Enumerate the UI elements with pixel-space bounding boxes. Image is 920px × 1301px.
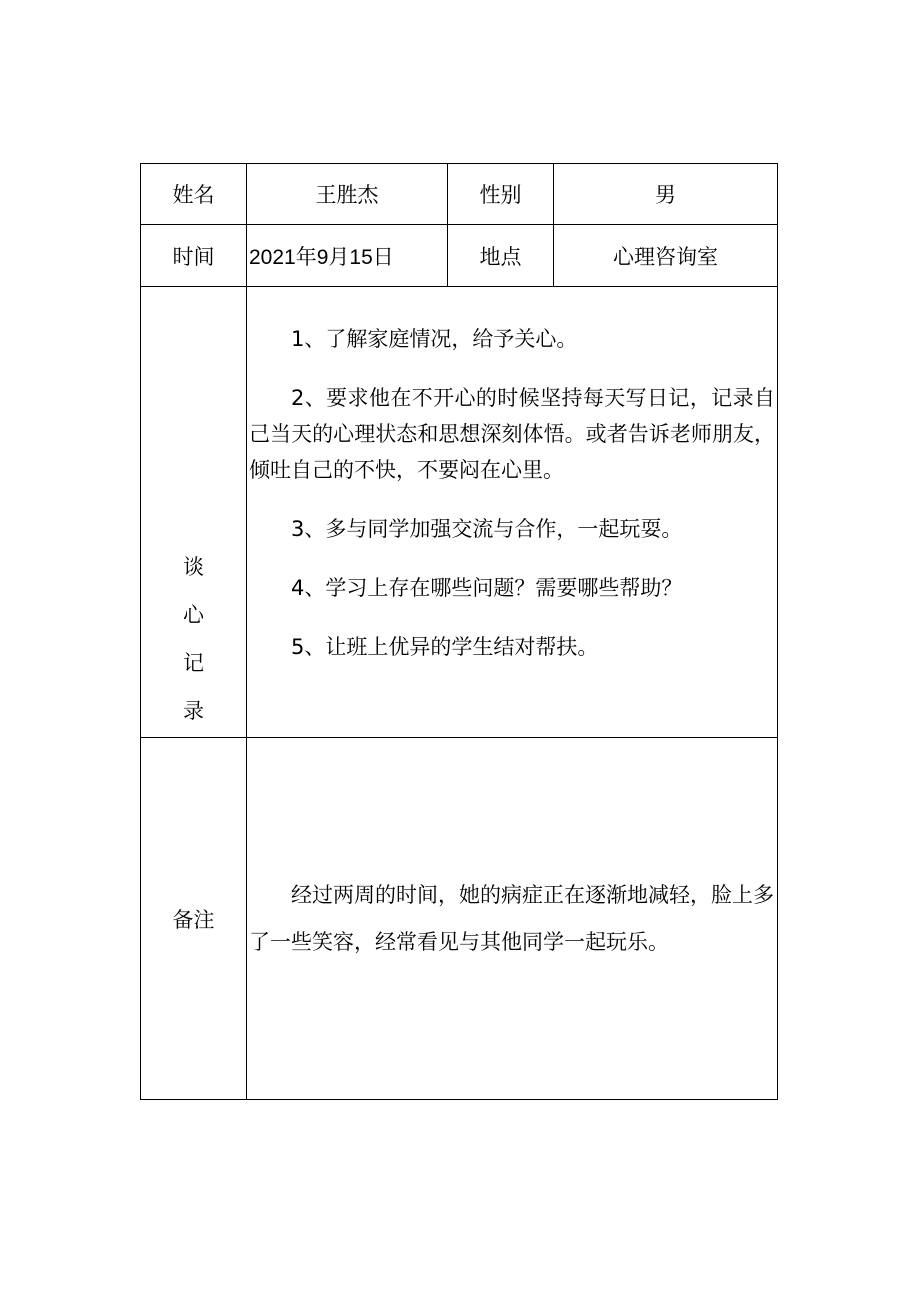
record-label-char: 记 bbox=[183, 651, 204, 675]
record-label-char: 谈 bbox=[183, 555, 204, 579]
record-label-char: 录 bbox=[183, 699, 204, 723]
talk-record-form bbox=[140, 163, 777, 1101]
record-label-vertical bbox=[141, 543, 246, 735]
time-label: 时间 bbox=[141, 225, 247, 287]
row-notes bbox=[141, 738, 778, 1100]
time-value: 2021年9月15日 bbox=[247, 225, 448, 287]
place-label: 地点 bbox=[448, 225, 554, 287]
gender-value: 男 bbox=[554, 164, 778, 225]
name-label: 姓名 bbox=[141, 164, 247, 225]
notes-label: 备注 bbox=[141, 738, 247, 1100]
notes-text: 经过两周的时间，她的病症正在逐渐地减轻，脸上多了一些笑容，经常看见与其他同学一起玩乐。 bbox=[249, 882, 774, 954]
place-value: 心理咨询室 bbox=[554, 225, 778, 287]
name-value: 王胜杰 bbox=[247, 164, 448, 225]
record-item: 2、要求他在不开心的时候坚持每天写日记，记录自己当天的心理状态和思想深刻体悟。或者告诉老师朋友，倾吐自己的不快，不要闷在心里。 bbox=[249, 386, 775, 482]
record-item: 4、学习上存在哪些问题？需要哪些帮助？ bbox=[291, 576, 683, 600]
row-name-gender bbox=[141, 164, 778, 225]
record-content bbox=[247, 287, 778, 738]
record-item: 5、让班上优异的学生结对帮扶。 bbox=[291, 635, 599, 659]
gender-label: 性别 bbox=[448, 164, 554, 225]
row-time-place bbox=[141, 225, 778, 287]
form-table bbox=[140, 163, 778, 1100]
record-item: 1、了解家庭情况，给予关心。 bbox=[291, 327, 578, 351]
row-record bbox=[141, 287, 778, 738]
notes-content bbox=[247, 738, 778, 1100]
record-label-char: 心 bbox=[183, 603, 204, 627]
record-label bbox=[141, 287, 247, 738]
record-item: 3、多与同学加强交流与合作，一起玩耍。 bbox=[291, 517, 683, 541]
